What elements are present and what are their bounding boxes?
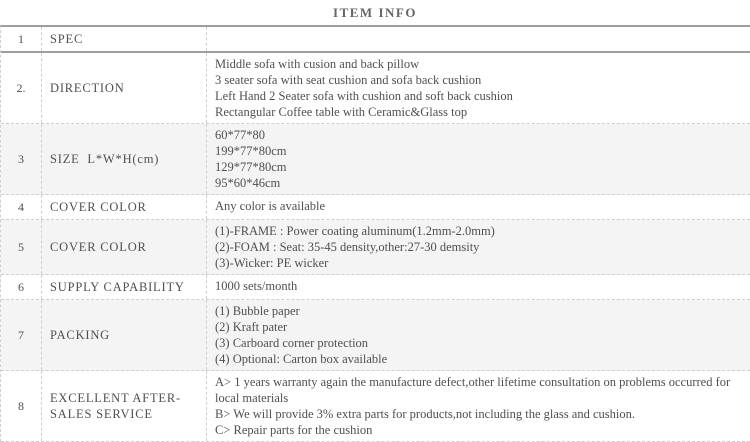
- content-line: (3) Carboard corner protection: [215, 336, 369, 350]
- content-line: 129*77*80cm: [215, 160, 287, 174]
- row-label: SIZE L*W*H(cm): [41, 124, 206, 194]
- row-label: EXCELLENT AFTER-SALES SERVICE: [41, 371, 206, 441]
- row-number: 2.: [16, 81, 26, 95]
- row-label: SUPPLY CAPABILITY: [41, 275, 206, 299]
- content-line: C> Repair parts for the cushion: [215, 423, 373, 437]
- content-line: 95*60*46cm: [215, 176, 281, 190]
- row-number: 8: [18, 399, 24, 413]
- content-line: 199*77*80cm: [215, 144, 287, 158]
- row-number: 3: [18, 152, 24, 166]
- row-number: 7: [18, 328, 24, 342]
- page-title: ITEM INFO: [333, 4, 417, 20]
- row-content: [206, 275, 750, 299]
- item-info-table: [0, 25, 750, 442]
- row-number: 6: [18, 280, 24, 294]
- row-label: PACKING: [41, 300, 206, 370]
- row-content: [206, 300, 750, 370]
- row-label: COVER COLOR: [41, 220, 206, 274]
- table-row: [1, 371, 750, 442]
- content-line: (1)-FRAME : Power coating aluminum(1.2mm-2.0mm): [215, 224, 495, 238]
- content-line: (2) Kraft pater: [215, 320, 288, 334]
- content-line: Middle sofa with cusion and back pillow: [215, 57, 420, 71]
- row-number: 5: [18, 240, 24, 254]
- content-line: (2)-FOAM : Seat: 35-45 density,other:27-30 demsity: [215, 240, 480, 254]
- row-number: 1: [18, 32, 24, 46]
- row-content: [206, 27, 750, 51]
- row-label: COVER COLOR: [41, 195, 206, 219]
- row-label: DIRECTION: [41, 53, 206, 123]
- row-label: SPEC: [41, 27, 206, 51]
- content-line: 1000 sets/month: [215, 279, 298, 293]
- row-content: [206, 53, 750, 123]
- content-line: A> 1 years warranty again the manufacture defect,other lifetime consultation on problems occurred for local materials: [215, 375, 731, 405]
- table-row: [1, 124, 750, 195]
- table-row: [1, 300, 750, 371]
- row-content: [206, 371, 750, 441]
- content-line: (1) Bubble paper: [215, 304, 300, 318]
- row-content: [206, 195, 750, 219]
- content-line: (3)-Wicker: PE wicker: [215, 256, 329, 270]
- table-row: [1, 27, 750, 53]
- content-line: Left Hand 2 Seater sofa with cushion and soft back cushion: [215, 89, 513, 103]
- table-row: [1, 220, 750, 275]
- row-number: 4: [18, 200, 24, 214]
- content-line: 60*77*80: [215, 128, 265, 142]
- content-line: B> We will provide 3% extra parts for products,not including the glass and cushion.: [215, 407, 635, 421]
- title-bar: [0, 0, 750, 25]
- table-row: [1, 195, 750, 220]
- content-line: 3 seater sofa with seat cushion and sofa back cushion: [215, 73, 482, 87]
- row-content: [206, 124, 750, 194]
- row-content: [206, 220, 750, 274]
- content-line: Any color is available: [215, 199, 326, 213]
- content-line: Rectangular Coffee table with Ceramic&Glass top: [215, 105, 468, 119]
- table-row: [1, 53, 750, 124]
- table-row: [1, 275, 750, 300]
- content-line: (4) Optional: Carton box available: [215, 352, 388, 366]
